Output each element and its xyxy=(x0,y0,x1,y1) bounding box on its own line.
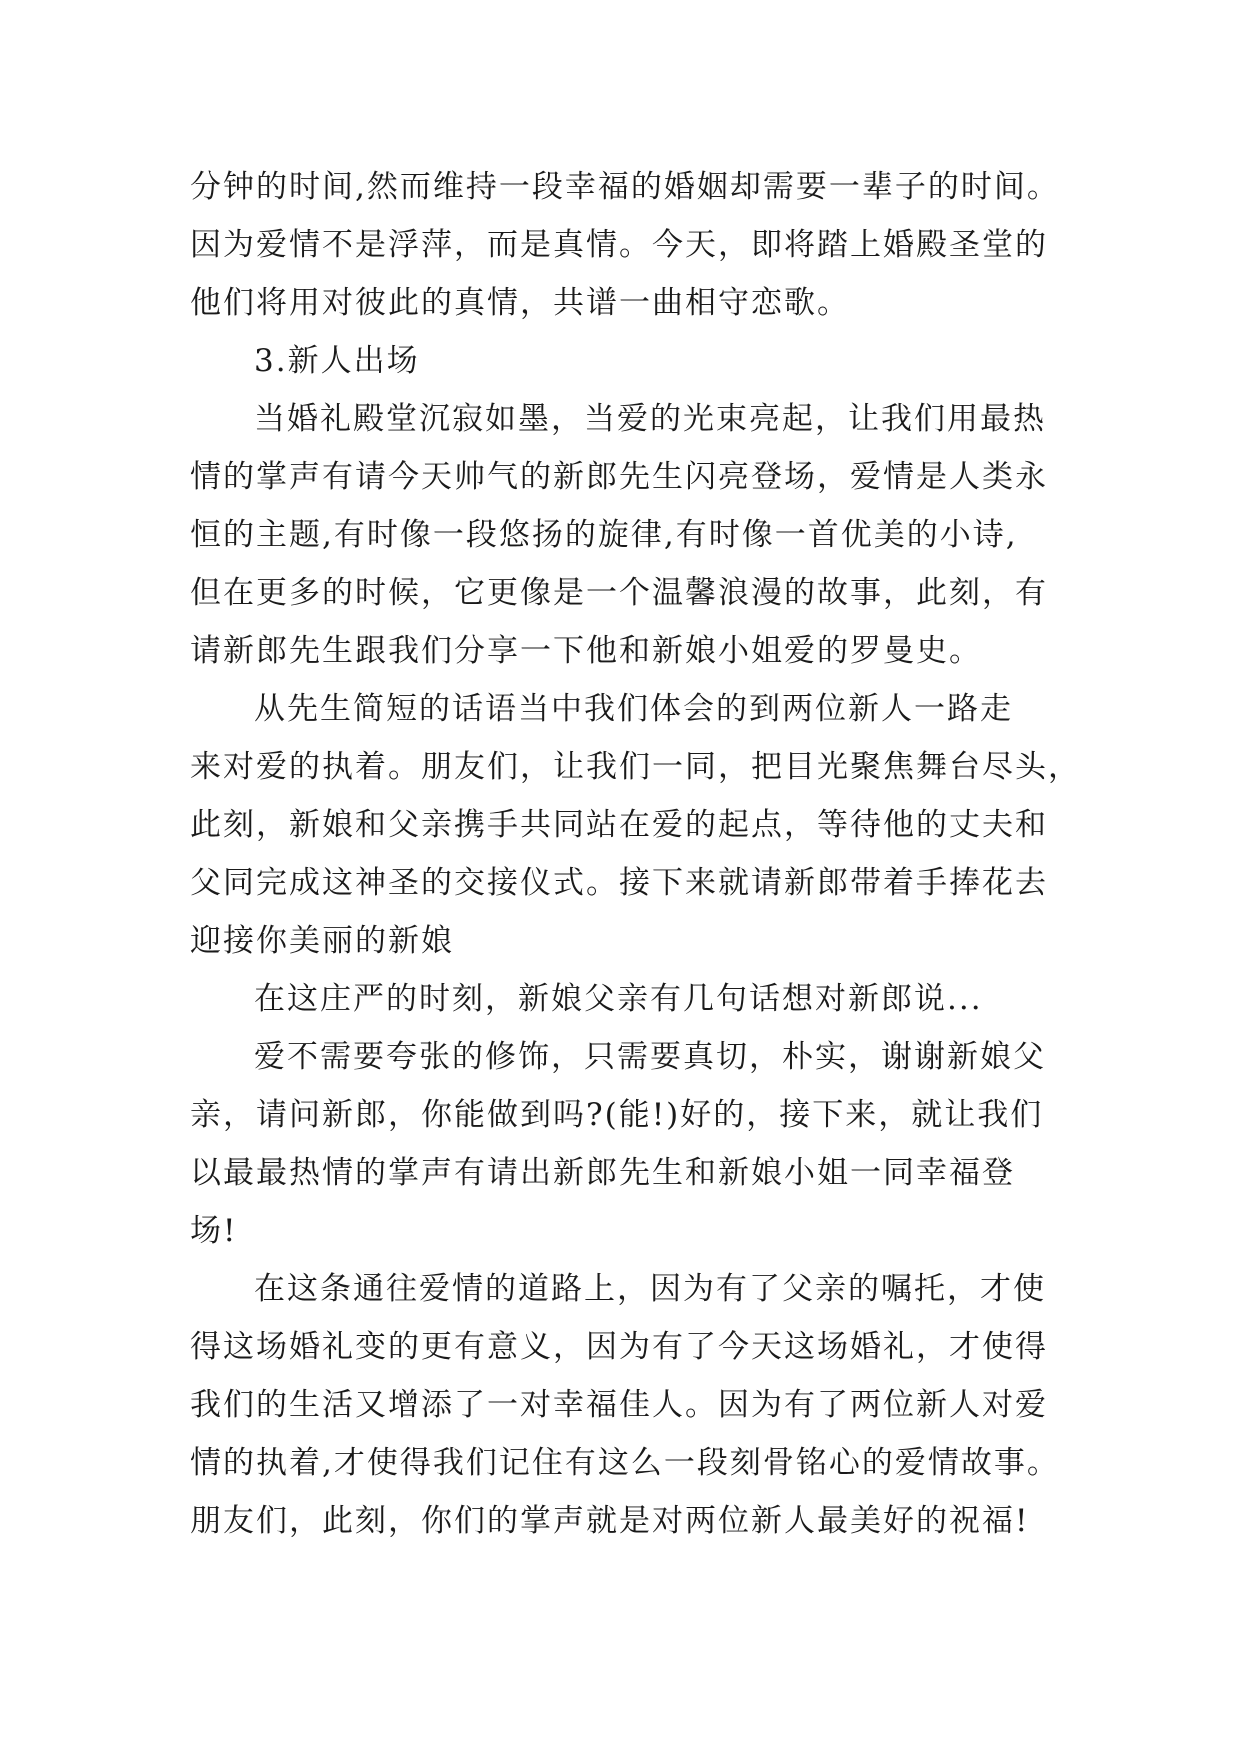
text-line: 当婚礼殿堂沉寂如墨，当爱的光束亮起，让我们用最热 xyxy=(254,401,1046,437)
text-line: 情的掌声有请今天帅气的新郎先生闪亮登场，爱情是人类永 xyxy=(190,459,1048,495)
text-line: 在这条通往爱情的道路上，因为有了父亲的嘱托，才使 xyxy=(254,1271,1046,1307)
text-line: 恒的主题,有时像一段悠扬的旋律,有时像一首优美的小诗, xyxy=(190,517,1018,553)
text-line: 从先生简短的话语当中我们体会的到两位新人一路走 xyxy=(254,691,1013,727)
text-line: 以最最热情的掌声有请出新郎先生和新娘小姐一同幸福登 xyxy=(190,1155,1015,1191)
text-line: 父同完成这神圣的交接仪式。接下来就请新郎带着手捧花去 xyxy=(190,865,1048,901)
text-line: 我们的生活又增添了一对幸福佳人。因为有了两位新人对爱 xyxy=(190,1387,1048,1423)
text-line: 他们将用对彼此的真情，共谱一曲相守恋歌。 xyxy=(190,285,850,321)
text-line: 朋友们，此刻，你们的掌声就是对两位新人最美好的祝福! xyxy=(190,1503,1030,1539)
text-line: 得这场婚礼变的更有意义，因为有了今天这场婚礼，才使得 xyxy=(190,1329,1048,1365)
text-line: 情的执着,才使得我们记住有这么一段刻骨铭心的爱情故事。 xyxy=(190,1445,1060,1481)
text-line: 在这庄严的时刻，新娘父亲有几句话想对新郎说... xyxy=(254,981,983,1017)
text-line: 迎接你美丽的新娘 xyxy=(190,923,454,959)
text-line: 亲，请问新郎，你能做到吗?(能!)好的，接下来，就让我们 xyxy=(190,1097,1044,1133)
text-line: 分钟的时间,然而维持一段幸福的婚姻却需要一辈子的时间。 xyxy=(190,169,1060,205)
text-line: 此刻，新娘和父亲携手共同站在爱的起点，等待他的丈夫和 xyxy=(190,807,1048,843)
text-line: 但在更多的时候，它更像是一个温馨浪漫的故事，此刻，有 xyxy=(190,575,1048,611)
document-body xyxy=(190,158,1090,1550)
section-heading: 3.新人出场 xyxy=(254,343,420,379)
text-line: 请新郎先生跟我们分享一下他和新娘小姐爱的罗曼史。 xyxy=(190,633,982,669)
text-line: 因为爱情不是浮萍，而是真情。今天，即将踏上婚殿圣堂的 xyxy=(190,227,1048,263)
text-line: 来对爱的执着。朋友们，让我们一同，把目光聚焦舞台尽头， xyxy=(190,749,1081,785)
text-line: 爱不需要夸张的修饰，只需要真切，朴实，谢谢新娘父 xyxy=(254,1039,1046,1075)
text-line: 场! xyxy=(190,1213,238,1249)
